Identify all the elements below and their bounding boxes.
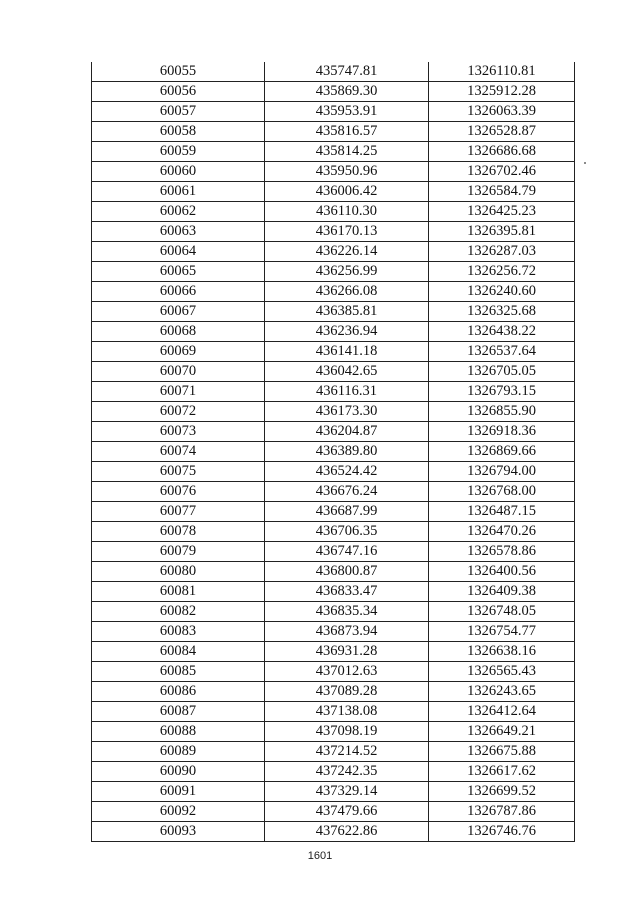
point-id-cell: 60085 (92, 662, 265, 682)
table-row (92, 742, 575, 762)
y-coordinate-cell: 1326705.05 (429, 362, 575, 382)
point-id-cell: 60067 (92, 302, 265, 322)
y-coordinate-cell: 1326617.62 (429, 762, 575, 782)
y-coordinate-cell: 1326400.56 (429, 562, 575, 582)
y-coordinate-cell: 1326686.68 (429, 142, 575, 162)
table-row (92, 222, 575, 242)
table-row (92, 602, 575, 622)
page-number: 1601 (307, 850, 333, 862)
y-coordinate-cell: 1326243.65 (429, 682, 575, 702)
y-coordinate-cell: 1326675.88 (429, 742, 575, 762)
point-id-cell: 60087 (92, 702, 265, 722)
y-coordinate-cell: 1326578.86 (429, 542, 575, 562)
table-row (92, 642, 575, 662)
point-id-cell: 60080 (92, 562, 265, 582)
x-coordinate-cell: 436110.30 (265, 202, 429, 222)
y-coordinate-cell: 1326768.00 (429, 482, 575, 502)
x-coordinate-cell: 436236.94 (265, 322, 429, 342)
y-coordinate-cell: 1326537.64 (429, 342, 575, 362)
y-coordinate-cell: 1326584.79 (429, 182, 575, 202)
x-coordinate-cell: 435950.96 (265, 162, 429, 182)
x-coordinate-cell: 436042.65 (265, 362, 429, 382)
x-coordinate-cell: 436833.47 (265, 582, 429, 602)
y-coordinate-cell: 1326746.76 (429, 822, 575, 842)
x-coordinate-cell: 435953.91 (265, 102, 429, 122)
table-row (92, 502, 575, 522)
point-id-cell: 60066 (92, 282, 265, 302)
point-id-cell: 60069 (92, 342, 265, 362)
y-coordinate-cell: 1326699.52 (429, 782, 575, 802)
point-id-cell: 60055 (92, 62, 265, 82)
coordinate-table (91, 62, 575, 842)
point-id-cell: 60092 (92, 802, 265, 822)
x-coordinate-cell: 436226.14 (265, 242, 429, 262)
x-coordinate-cell: 436931.28 (265, 642, 429, 662)
x-coordinate-cell: 435814.25 (265, 142, 429, 162)
x-coordinate-cell: 437138.08 (265, 702, 429, 722)
y-coordinate-cell: 1326702.46 (429, 162, 575, 182)
y-coordinate-cell: 1326256.72 (429, 262, 575, 282)
point-id-cell: 60070 (92, 362, 265, 382)
table-row (92, 542, 575, 562)
table-row (92, 682, 575, 702)
point-id-cell: 60056 (92, 82, 265, 102)
point-id-cell: 60076 (92, 482, 265, 502)
table-row (92, 122, 575, 142)
y-coordinate-cell: 1325912.28 (429, 82, 575, 102)
table-row (92, 422, 575, 442)
point-id-cell: 60082 (92, 602, 265, 622)
y-coordinate-cell: 1326793.15 (429, 382, 575, 402)
x-coordinate-cell: 437622.86 (265, 822, 429, 842)
x-coordinate-cell: 437012.63 (265, 662, 429, 682)
x-coordinate-cell: 436687.99 (265, 502, 429, 522)
point-id-cell: 60079 (92, 542, 265, 562)
table-row (92, 582, 575, 602)
point-id-cell: 60072 (92, 402, 265, 422)
x-coordinate-cell: 436676.24 (265, 482, 429, 502)
y-coordinate-cell: 1326649.21 (429, 722, 575, 742)
scan-speck (584, 162, 586, 164)
x-coordinate-cell: 437242.35 (265, 762, 429, 782)
point-id-cell: 60073 (92, 422, 265, 442)
point-id-cell: 60063 (92, 222, 265, 242)
point-id-cell: 60065 (92, 262, 265, 282)
point-id-cell: 60071 (92, 382, 265, 402)
point-id-cell: 60060 (92, 162, 265, 182)
point-id-cell: 60089 (92, 742, 265, 762)
y-coordinate-cell: 1326412.64 (429, 702, 575, 722)
x-coordinate-cell: 436170.13 (265, 222, 429, 242)
x-coordinate-cell: 437214.52 (265, 742, 429, 762)
table-row (92, 802, 575, 822)
y-coordinate-cell: 1326855.90 (429, 402, 575, 422)
x-coordinate-cell: 435816.57 (265, 122, 429, 142)
point-id-cell: 60058 (92, 122, 265, 142)
x-coordinate-cell: 437479.66 (265, 802, 429, 822)
point-id-cell: 60091 (92, 782, 265, 802)
table-row (92, 462, 575, 482)
y-coordinate-cell: 1326287.03 (429, 242, 575, 262)
point-id-cell: 60059 (92, 142, 265, 162)
y-coordinate-cell: 1326787.86 (429, 802, 575, 822)
y-coordinate-cell: 1326409.38 (429, 582, 575, 602)
table-row (92, 322, 575, 342)
x-coordinate-cell: 436524.42 (265, 462, 429, 482)
y-coordinate-cell: 1326470.26 (429, 522, 575, 542)
table-row (92, 142, 575, 162)
x-coordinate-cell: 436873.94 (265, 622, 429, 642)
y-coordinate-cell: 1326395.81 (429, 222, 575, 242)
table-row (92, 522, 575, 542)
table-row (92, 762, 575, 782)
table-row (92, 702, 575, 722)
point-id-cell: 60075 (92, 462, 265, 482)
y-coordinate-cell: 1326240.60 (429, 282, 575, 302)
table-row (92, 622, 575, 642)
x-coordinate-cell: 436256.99 (265, 262, 429, 282)
table-row (92, 362, 575, 382)
y-coordinate-cell: 1326325.68 (429, 302, 575, 322)
x-coordinate-cell: 436389.80 (265, 442, 429, 462)
table-row (92, 262, 575, 282)
x-coordinate-cell: 435747.81 (265, 62, 429, 82)
y-coordinate-cell: 1326638.16 (429, 642, 575, 662)
table-row (92, 342, 575, 362)
table-row (92, 282, 575, 302)
point-id-cell: 60084 (92, 642, 265, 662)
point-id-cell: 60077 (92, 502, 265, 522)
x-coordinate-cell: 436835.34 (265, 602, 429, 622)
table-row (92, 182, 575, 202)
x-coordinate-cell: 437098.19 (265, 722, 429, 742)
table-row (92, 442, 575, 462)
point-id-cell: 60086 (92, 682, 265, 702)
y-coordinate-cell: 1326748.05 (429, 602, 575, 622)
y-coordinate-cell: 1326110.81 (429, 62, 575, 82)
x-coordinate-cell: 436116.31 (265, 382, 429, 402)
table-row (92, 82, 575, 102)
table-row (92, 562, 575, 582)
table-row (92, 382, 575, 402)
table-row (92, 782, 575, 802)
x-coordinate-cell: 436173.30 (265, 402, 429, 422)
point-id-cell: 60088 (92, 722, 265, 742)
point-id-cell: 60061 (92, 182, 265, 202)
y-coordinate-cell: 1326063.39 (429, 102, 575, 122)
point-id-cell: 60062 (92, 202, 265, 222)
table-row (92, 62, 575, 82)
coordinate-table-body (92, 62, 575, 842)
y-coordinate-cell: 1326425.23 (429, 202, 575, 222)
y-coordinate-cell: 1326438.22 (429, 322, 575, 342)
table-row (92, 822, 575, 842)
x-coordinate-cell: 437089.28 (265, 682, 429, 702)
x-coordinate-cell: 435869.30 (265, 82, 429, 102)
x-coordinate-cell: 436141.18 (265, 342, 429, 362)
coordinate-table-container (91, 62, 574, 842)
table-row (92, 242, 575, 262)
y-coordinate-cell: 1326794.00 (429, 462, 575, 482)
point-id-cell: 60064 (92, 242, 265, 262)
point-id-cell: 60068 (92, 322, 265, 342)
x-coordinate-cell: 436385.81 (265, 302, 429, 322)
table-row (92, 402, 575, 422)
point-id-cell: 60083 (92, 622, 265, 642)
y-coordinate-cell: 1326487.15 (429, 502, 575, 522)
point-id-cell: 60074 (92, 442, 265, 462)
table-row (92, 662, 575, 682)
x-coordinate-cell: 436266.08 (265, 282, 429, 302)
y-coordinate-cell: 1326754.77 (429, 622, 575, 642)
x-coordinate-cell: 436204.87 (265, 422, 429, 442)
x-coordinate-cell: 436800.87 (265, 562, 429, 582)
y-coordinate-cell: 1326869.66 (429, 442, 575, 462)
point-id-cell: 60078 (92, 522, 265, 542)
y-coordinate-cell: 1326918.36 (429, 422, 575, 442)
x-coordinate-cell: 436706.35 (265, 522, 429, 542)
table-row (92, 302, 575, 322)
point-id-cell: 60093 (92, 822, 265, 842)
table-row (92, 202, 575, 222)
point-id-cell: 60081 (92, 582, 265, 602)
x-coordinate-cell: 437329.14 (265, 782, 429, 802)
x-coordinate-cell: 436006.42 (265, 182, 429, 202)
table-row (92, 162, 575, 182)
point-id-cell: 60057 (92, 102, 265, 122)
table-row (92, 102, 575, 122)
x-coordinate-cell: 436747.16 (265, 542, 429, 562)
y-coordinate-cell: 1326565.43 (429, 662, 575, 682)
table-row (92, 482, 575, 502)
y-coordinate-cell: 1326528.87 (429, 122, 575, 142)
table-row (92, 722, 575, 742)
point-id-cell: 60090 (92, 762, 265, 782)
